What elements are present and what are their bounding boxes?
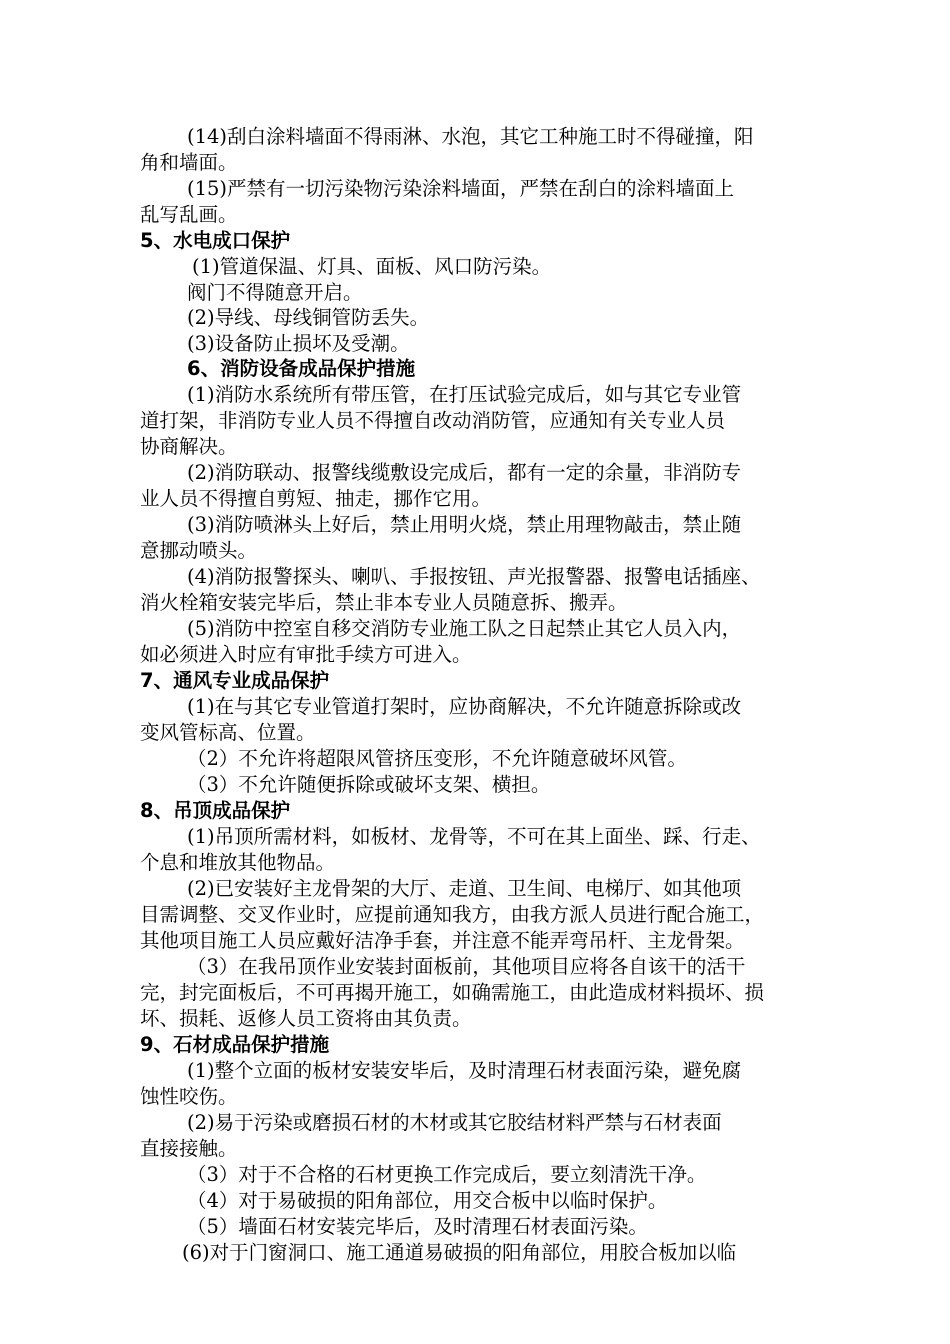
paragraph-line: (14)刮白涂料墙面不得雨淋、水泡，其它工种施工时不得碰撞，阳 xyxy=(187,125,754,148)
paragraph-line: (2)导线、母线铜管防丢失。 xyxy=(187,306,430,329)
paragraph-line: (2)已安装好主龙骨架的大厅、走道、卫生间、电梯厅、如其他项 xyxy=(187,877,742,900)
paragraph-line: 意挪动喷头。 xyxy=(140,539,258,562)
paragraph-line: 如必须进入时应有审批手续方可进入。 xyxy=(140,643,472,666)
paragraph-line: 阀门不得随意开启。 xyxy=(187,281,363,304)
paragraph-line: (2)易于污染或磨损石材的木材或其它胶结材料严禁与石材表面 xyxy=(187,1111,722,1134)
paragraph-line: (2)消防联动、报警线缆敷设完成后，都有一定的余量，非消防专 xyxy=(187,461,742,484)
section-heading: 5、水电成口保护 xyxy=(140,229,291,252)
section-heading: 9、石材成品保护措施 xyxy=(140,1033,330,1056)
paragraph-line: 目需调整、交叉作业时，应提前通知我方，由我方派人员进行配合施工， xyxy=(140,903,765,926)
paragraph-line: （5）墙面石材安装完毕后，及时清理石材表面污染。 xyxy=(187,1215,648,1238)
paragraph-line: 其他项目施工人员应戴好洁净手套，并注意不能弄弯吊杆、主龙骨架。 xyxy=(140,929,745,952)
section-heading: 8、吊顶成品保护 xyxy=(140,799,291,822)
section-heading: 7、通风专业成品保护 xyxy=(140,669,330,692)
paragraph-line: (3)设备防止损坏及受潮。 xyxy=(187,332,410,355)
paragraph-line: (1)吊顶所需材料，如板材、龙骨等，不可在其上面坐、踩、行走、 xyxy=(187,825,761,848)
paragraph-line: 消火栓箱安装完毕后，禁止非本专业人员随意拆、搬弄。 xyxy=(140,591,628,614)
paragraph-line: (6)对于门窗洞口、施工通道易破损的阳角部位，用胶合板加以临 xyxy=(182,1241,737,1264)
paragraph-line: （2）不允许将超限风管挤压变形，不允许随意破坏风管。 xyxy=(187,747,687,770)
paragraph-line: (1)在与其它专业管道打架时，应协商解决，不允许随意拆除或改 xyxy=(187,695,742,718)
paragraph-line: （3）在我吊顶作业安装封面板前，其他项目应将各自该干的活干 xyxy=(187,955,746,978)
paragraph-line: 蚀性咬伤。 xyxy=(140,1085,238,1108)
section-heading: 6、消防设备成品保护措施 xyxy=(187,357,416,380)
paragraph-line: （4）对于易破损的阳角部位，用交合板中以临时保护。 xyxy=(187,1189,668,1212)
paragraph-line: (4)消防报警探头、喇叭、手报按钮、声光报警器、报警电话插座、 xyxy=(187,565,761,588)
paragraph-line: 个息和堆放其他物品。 xyxy=(140,851,336,874)
paragraph-line: 协商解决。 xyxy=(140,435,238,458)
paragraph-line: 乱写乱画。 xyxy=(140,203,238,226)
paragraph-line: （3）对于不合格的石材更换工作完成后，要立刻清洗干净。 xyxy=(187,1163,707,1186)
paragraph-line: （3）不允许随便拆除或破坏支架、横担。 xyxy=(187,773,551,796)
paragraph-line: (5)消防中控室自移交消防专业施工队之日起禁止其它人员入内， xyxy=(187,617,742,640)
paragraph-line: (1)整个立面的板材安装安毕后，及时清理石材表面污染，避免腐 xyxy=(187,1059,742,1082)
paragraph-line: (15)严禁有一切污染物污染涂料墙面，严禁在刮白的涂料墙面上 xyxy=(187,177,735,200)
paragraph-line: 道打架，非消防专业人员不得擅自改动消防管，应通知有关专业人员 xyxy=(140,409,726,432)
paragraph-line: (1)管道保温、灯具、面板、风口防污染。 xyxy=(192,255,552,278)
paragraph-line: 直接接触。 xyxy=(140,1137,238,1160)
paragraph-line: 完，封完面板后，不可再揭开施工，如确需施工，由此造成材料损坏、损 xyxy=(140,981,765,1004)
paragraph-line: (1)消防水系统所有带压管，在打压试验完成后，如与其它专业管 xyxy=(187,383,742,406)
paragraph-line: 变风管标高、位置。 xyxy=(140,721,316,744)
paragraph-line: 业人员不得擅自剪短、抽走，挪作它用。 xyxy=(140,487,492,510)
paragraph-line: 角和墙面。 xyxy=(140,151,238,174)
paragraph-line: (3)消防喷淋头上好后，禁止用明火烧，禁止用理物敲击，禁止随 xyxy=(187,513,742,536)
paragraph-line: 坏、损耗、返修人员工资将由其负责。 xyxy=(140,1007,472,1030)
